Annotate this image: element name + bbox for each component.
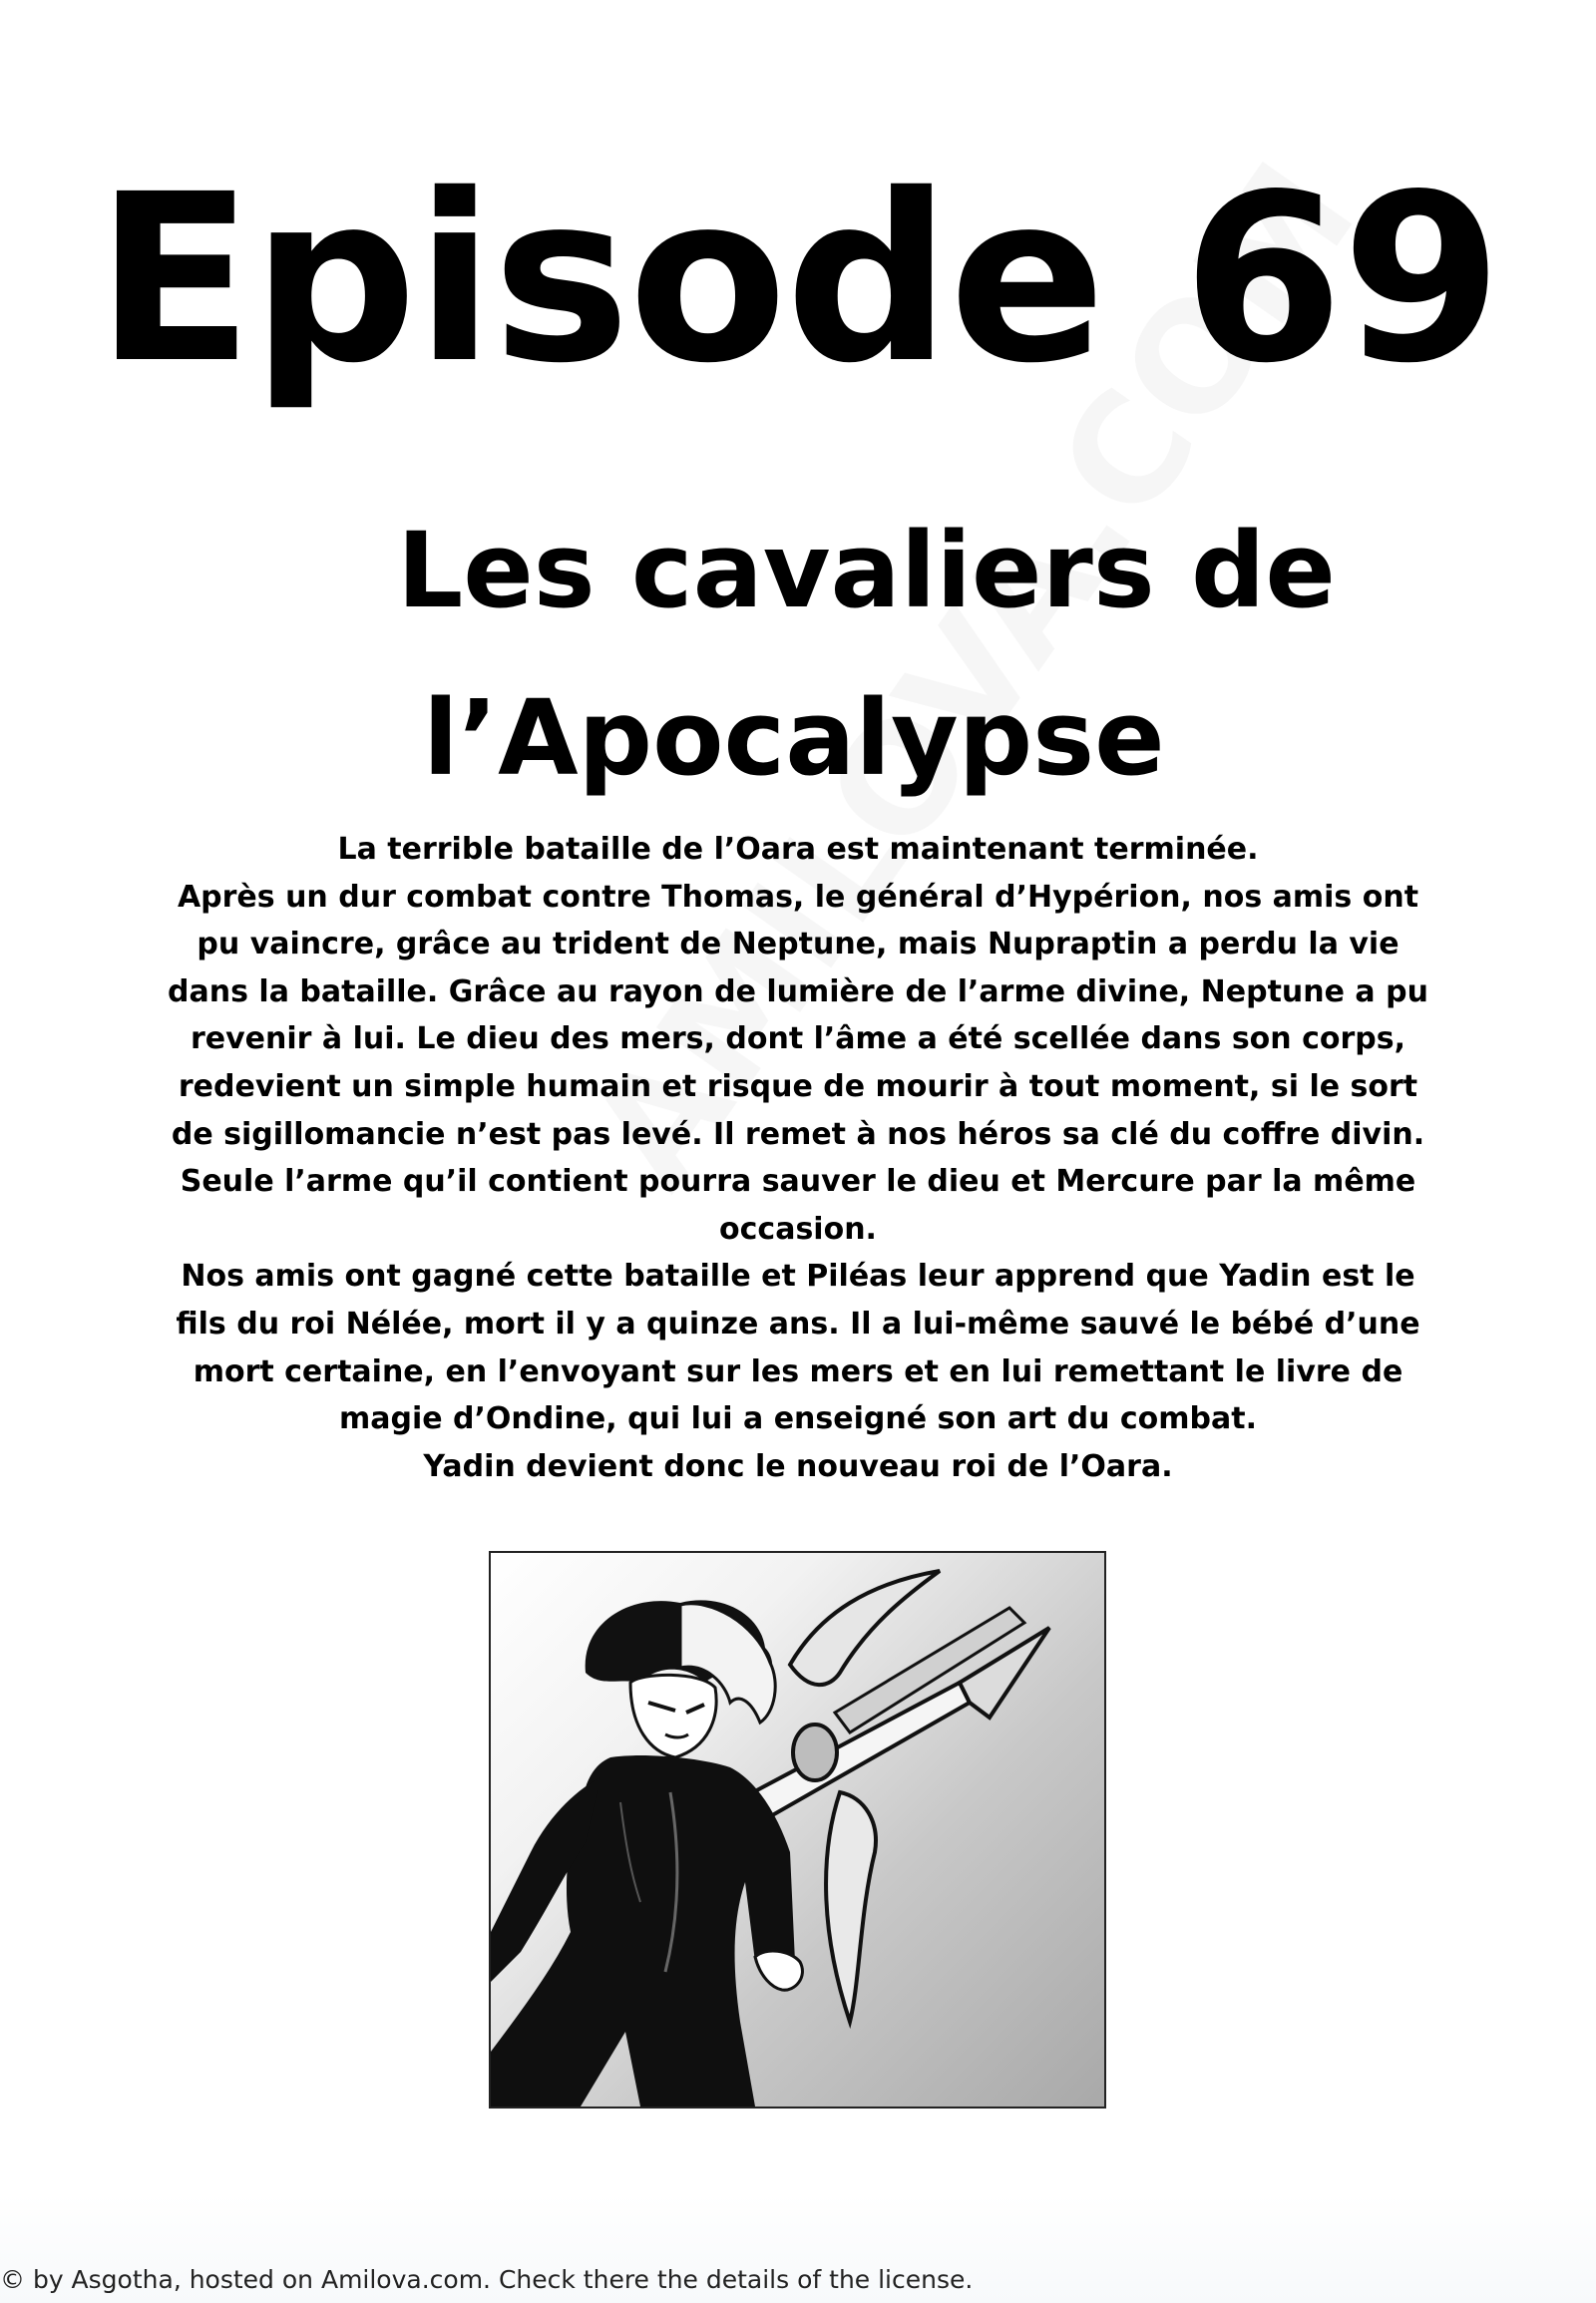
illustration-art [491,1553,1104,2107]
character-hand [755,1951,802,1990]
chapter-title-line-1: Les cavaliers de [397,510,1336,631]
summary-paragraph-1: La terrible bataille de l’Oara est maintenant terminée. [337,832,1259,867]
episode-summary [155,826,1441,1490]
character-body [491,1755,795,2107]
character-illustration [489,1551,1106,2109]
license-credit: © by Asgotha, hosted on Amilova.com. Check there the details of the license. [0,2265,974,2294]
summary-paragraph-3: Nos amis ont gagné cette bataille et Piléas leur apprend que Yadin est le fils du roi Nélée, mort il y a quinze ans. Il a lui-même sauvé le bébé d’une mort certaine, en l’envoyant sur les mers et en lui remettant le livre de magie d’Ondine, qui lui a enseigné son art du combat. [176,1259,1420,1437]
episode-title: Episode 69 [95,145,1501,414]
weapon-hub [793,1725,837,1780]
chapter-title-line-2: l’Apocalypse [423,677,1165,799]
chapter-title [379,487,1377,822]
summary-paragraph-2: Après un dur combat contre Thomas, le général d’Hypérion, nos amis ont pu vaincre, grâce au trident de Neptune, mais Nupraptin a perdu la vie dans la bataille. Grâce au rayon de lumière de l’arme divine, Neptune a pu revenir à lui. Le dieu des mers, dont l’âme a été scellée dans son corps, redevient un simple humain et risque de mourir à tout moment, si le sort de sigillomancie n’est pas levé. Il remet à nos héros sa clé du coffre divin. Seule l’arme qu’il contient pourra sauver le dieu et Mercure par la même occasion. [168,879,1428,1247]
scythe-lower-blade [826,1792,876,2022]
summary-paragraph-4: Yadin devient donc le nouveau roi de l’Oara. [423,1448,1173,1484]
character-face [630,1675,716,1757]
